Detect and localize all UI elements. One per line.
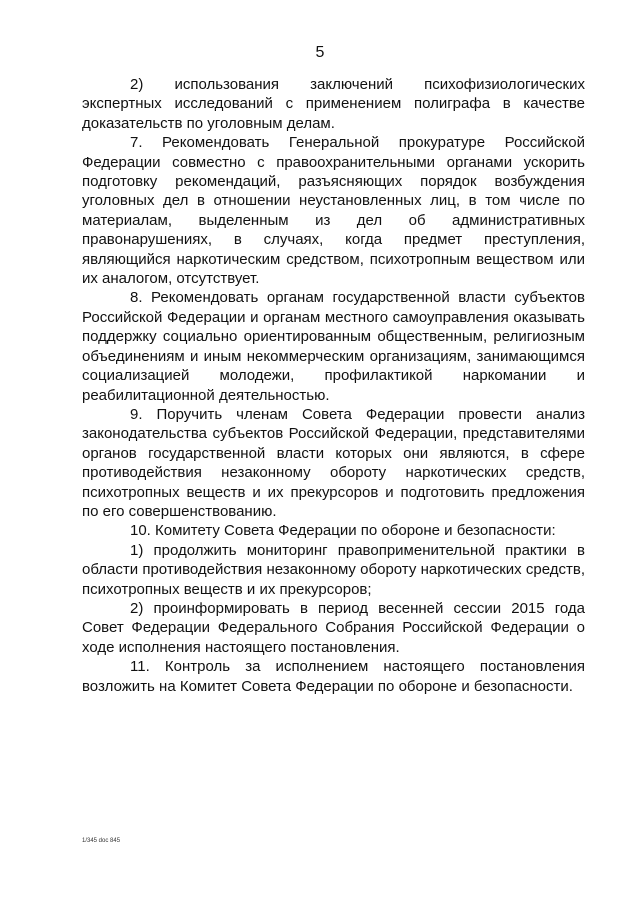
document-body — [82, 75, 585, 696]
paragraph-10-item-2-inform: 2) проинформировать в период весенней сессии 2015 года Совет Федерации Федерального Собрания Российской Федерации о ходе исполнения настоящего постановления. — [82, 599, 585, 656]
paragraph-11-control: 11. Контроль за исполнением настоящего постановления возложить на Комитет Совета Федерации по обороне и безопасности. — [82, 658, 585, 695]
paragraph-item-2-polygraph: 2) использования заключений психофизиологических экспертных исследований с применением полиграфа в качестве доказательств по уголовным делам. — [82, 76, 585, 132]
paragraph-10-item-1-monitoring: 1) продолжить мониторинг правоприменительной практики в области противодействия незаконному обороту наркотических средств, психотропных веществ и их прекурсоров; — [82, 541, 585, 598]
paragraph-8-regional-authorities: 8. Рекомендовать органам государственной власти субъектов Российской Федерации и органам местного самоуправления оказывать поддержку социально ориентированным общественным, религиозным объединениям и иным некоммерческим организациям, занимающимся социализацией молодежи, профилактикой наркомании и реабилитационной деятельностью. — [82, 289, 585, 404]
page-number: 5 — [315, 44, 325, 61]
paragraph-10-defense-committee: 10. Комитету Совета Федерации по обороне и безопасности: — [130, 522, 556, 540]
paragraph-9-federation-council-members: 9. Поручить членам Совета Федерации провести анализ законодательства субъектов Российской Федерации, представителями органов государственной власти которых они являются, в сфере противодействия незаконному обороту наркотических средств, психотропных веществ и их прекурсоров и подготовить предложения по его совершенствованию. — [82, 405, 585, 520]
footer-document-code: 1/345 doc 845 — [82, 838, 121, 844]
paragraph-7-prosecutor-office: 7. Рекомендовать Генеральной прокуратуре Российской Федерации совместно с правоохранительными органами ускорить подготовку рекомендаций, разъясняющих порядок возбуждения уголовных дел в отношении неустановленных лиц, в том числе по материалам, выделенным из дел об административных правонарушениях, в случаях, когда предмет преступления, являющийся наркотическим средством, психотропным веществом или их аналогом, отсутствует. — [82, 134, 585, 288]
